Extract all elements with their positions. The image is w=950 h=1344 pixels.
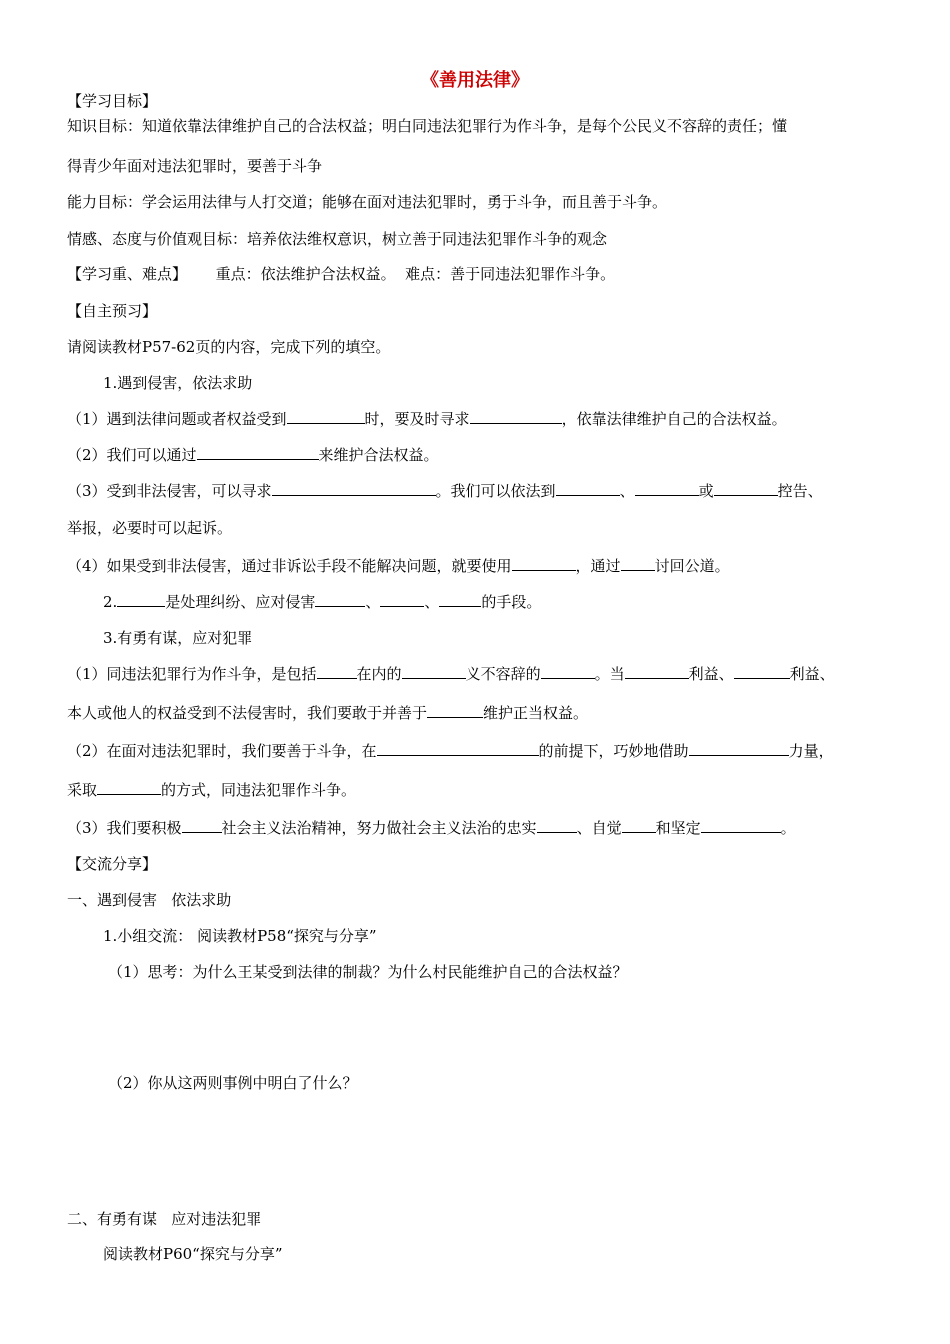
p3-question-1 (67, 664, 835, 684)
text-segment: 。当 (594, 665, 625, 683)
fill-blank[interactable] (512, 556, 576, 571)
fill-blank[interactable] (402, 664, 466, 679)
text-segment: 讨回公道。 (654, 557, 730, 575)
fill-blank[interactable] (541, 664, 595, 679)
text-segment: 或 (698, 482, 714, 500)
fill-blank[interactable] (625, 664, 689, 679)
text-segment: （1）同违法犯罪行为作斗争，是包括 (67, 665, 317, 683)
fill-blank[interactable] (377, 741, 539, 756)
text-segment: （3）受到非法侵害，可以寻求 (67, 482, 272, 500)
p1-question-1 (67, 409, 787, 429)
text-segment: 时，要及时寻求 (364, 410, 470, 428)
text-segment: 、自觉 (576, 819, 622, 837)
text-segment: （1）遇到法律问题或者权益受到 (67, 410, 287, 428)
key-points: 【学习重、难点】 重点：依法维护合法权益。 难点：善于同违法犯罪作斗争。 (67, 265, 616, 283)
goal-knowledge-line-1: 知识目标：知道依靠法律维护自己的合法权益；明白同违法犯罪行为作斗争，是每个公民义不容辞的责任；懂 (67, 117, 788, 135)
text-segment: ，依靠法律维护自己的合法权益。 (561, 410, 787, 428)
text-segment: （2）在面对违法犯罪时，我们要善于斗争，在 (67, 742, 377, 760)
text-segment: 义不容辞的 (465, 665, 541, 683)
fill-blank[interactable] (197, 445, 319, 460)
p1-question-3 (67, 481, 823, 501)
text-segment: 、 (365, 593, 381, 611)
page-title: 《善用法律》 (421, 70, 529, 91)
goal-knowledge-line-2: 得青少年面对违法犯罪时，要善于斗争 (67, 157, 323, 175)
text-segment: 本人或他人的权益受到不法侵害时，我们要敢于并善于 (67, 704, 428, 722)
text-segment: 的前提下，巧妙地借助 (538, 742, 689, 760)
text-segment: ，通过 (575, 557, 621, 575)
fill-blank[interactable] (701, 818, 781, 833)
share2-heading: 二、有勇有谋 应对违法犯罪 (67, 1210, 262, 1228)
text-segment: （4）如果受到非法侵害，通过非诉讼手段不能解决问题，就要使用 (67, 557, 512, 575)
text-segment: 。我们可以依法到 (435, 482, 556, 500)
p1-question-2 (67, 445, 439, 465)
p3-heading: 3.有勇有谋，应对犯罪 (103, 629, 253, 647)
text-segment: 是处理纠纷、应对侵害 (165, 593, 316, 611)
p3-question-2 (67, 741, 834, 761)
p1-question-3-cont: 举报，必要时可以起诉。 (67, 519, 233, 537)
p1-question-4 (67, 556, 730, 576)
p2-item (103, 592, 541, 612)
fill-blank[interactable] (556, 481, 620, 496)
p3-question-3 (67, 818, 796, 838)
fill-blank[interactable] (315, 592, 365, 607)
share1-heading: 一、遇到侵害 依法求助 (67, 891, 232, 909)
text-segment: 和坚定 (655, 819, 701, 837)
fill-blank[interactable] (117, 592, 165, 607)
p3-question-1-cont (67, 703, 588, 723)
text-segment: 维护正当权益。 (483, 704, 589, 722)
text-segment: （3）我们要积极 (67, 819, 182, 837)
text-segment: 采取 (67, 781, 98, 799)
fill-blank[interactable] (272, 481, 436, 496)
fill-blank[interactable] (439, 592, 481, 607)
section-goals-heading: 【学习目标】 (67, 92, 158, 110)
text-segment: 利益、 (789, 665, 835, 683)
text-segment: （2）我们可以通过 (67, 446, 197, 464)
text-segment: 社会主义法治精神，努力做社会主义法治的忠实 (221, 819, 537, 837)
text-segment: 、 (619, 482, 635, 500)
fill-blank[interactable] (622, 818, 656, 833)
text-segment: 利益、 (688, 665, 734, 683)
section-share-heading: 【交流分享】 (67, 855, 158, 873)
p1-heading: 1.遇到侵害，依法求助 (103, 374, 253, 392)
fill-blank[interactable] (317, 664, 357, 679)
fill-blank[interactable] (97, 780, 161, 795)
share2-item: 阅读教材P60“探究与分享” (103, 1245, 283, 1263)
text-segment: 来维护合法权益。 (318, 446, 439, 464)
fill-blank[interactable] (621, 556, 655, 571)
goal-ability: 能力目标：学会运用法律与人打交道；能够在面对违法犯罪时，勇于斗争，而且善于斗争。 (67, 193, 668, 211)
goal-emotion: 情感、态度与价值观目标：培养依法维权意识，树立善于同违法犯罪作斗争的观念 (67, 230, 608, 248)
text-segment: 。 (780, 819, 796, 837)
share1-question-2: （2）你从这两则事例中明白了什么？ (108, 1074, 358, 1092)
fill-blank[interactable] (380, 592, 424, 607)
fill-blank[interactable] (689, 741, 789, 756)
share1-question-1: （1）思考：为什么王某受到法律的制裁？为什么村民能维护自己的合法权益？ (108, 963, 628, 981)
fill-blank[interactable] (470, 409, 562, 424)
share1-item: 1.小组交流： 阅读教材P58“探究与分享” (103, 927, 377, 945)
text-segment: 、 (424, 593, 440, 611)
text-segment: 控告、 (777, 482, 823, 500)
fill-blank[interactable] (734, 664, 790, 679)
text-segment: 的方式，同违法犯罪作斗争。 (161, 781, 357, 799)
preview-intro: 请阅读教材P57-62页的内容，完成下列的填空。 (67, 338, 391, 356)
text-segment: 力量， (788, 742, 834, 760)
text-segment: 在内的 (356, 665, 402, 683)
fill-blank[interactable] (635, 481, 699, 496)
fill-blank[interactable] (427, 703, 483, 718)
fill-blank[interactable] (287, 409, 365, 424)
fill-blank[interactable] (182, 818, 222, 833)
text-segment: 2. (103, 593, 118, 611)
text-segment: 的手段。 (481, 593, 542, 611)
p3-question-2-cont (67, 780, 356, 800)
fill-blank[interactable] (714, 481, 778, 496)
section-preview-heading: 【自主预习】 (67, 302, 158, 320)
fill-blank[interactable] (537, 818, 577, 833)
